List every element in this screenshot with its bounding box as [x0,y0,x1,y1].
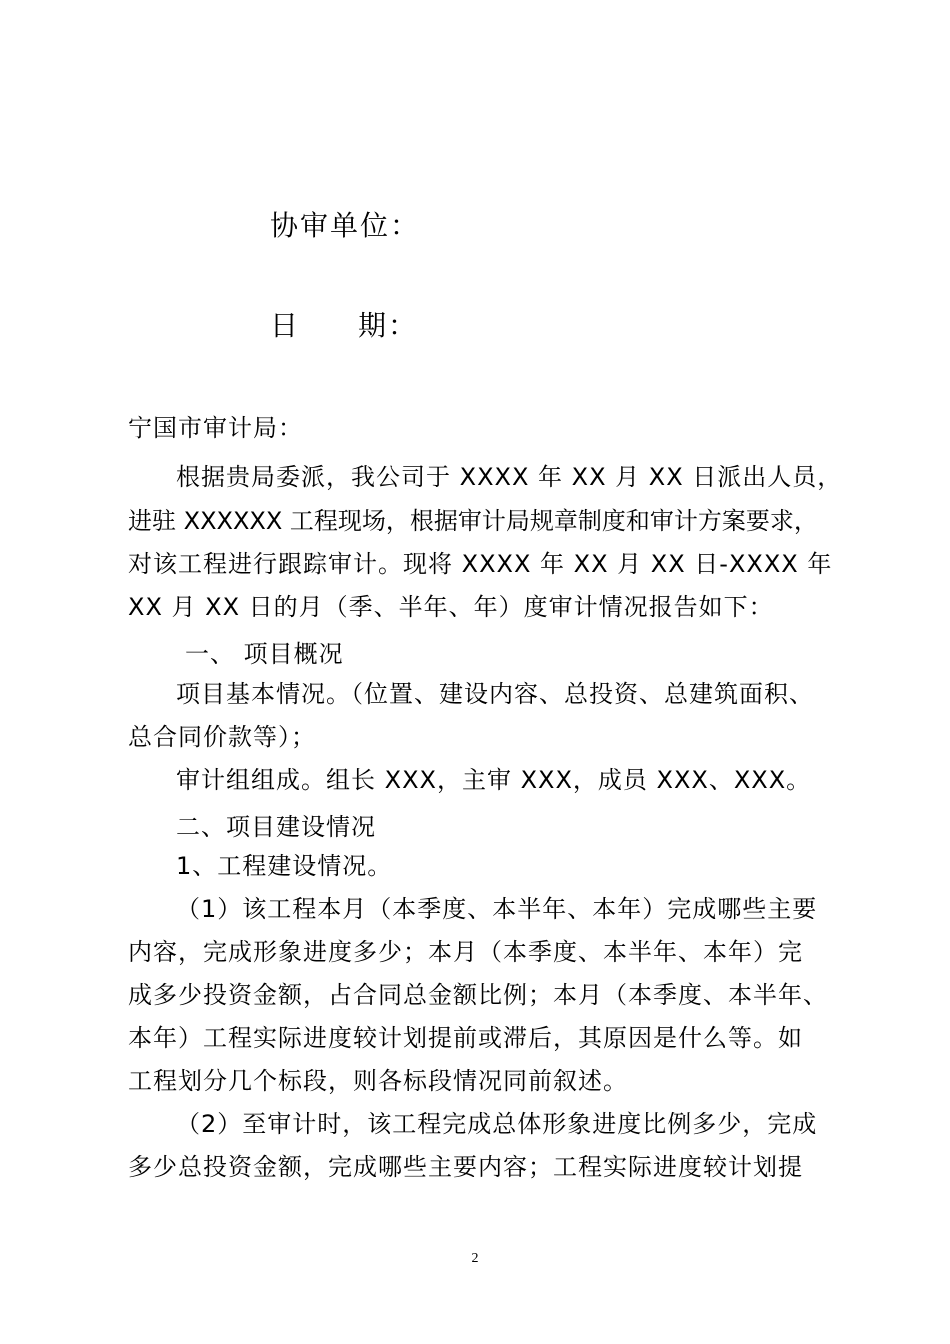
date-label-char1: 日 [270,309,301,342]
page-number: 2 [471,1251,479,1266]
addressee: 宁国市审计局： [128,414,303,442]
paragraph-1-line-4: 本年）工程实际进度较计划提前或滞后，其原因是什么等。如 [128,1024,803,1052]
paragraph-1-line-3: 成多少投资金额，占合同总金额比例；本月（本季度、本半年、 [128,981,828,1009]
date-label-char2: 期： [358,309,419,342]
paragraph-2-line-1: （2）至审计时，该工程完成总体形象进度比例多少，完成 [176,1110,818,1138]
intro-line-3: 对该工程进行跟踪审计。现将 XXXX 年 XX 月 XX 日-XXXX 年 [128,550,833,578]
paragraph-2-line-2: 多少总投资金额，完成哪些主要内容；工程实际进度较计划提 [128,1153,803,1181]
intro-line-1: 根据贵局委派，我公司于 XXXX 年 XX 月 XX 日派出人员， [176,463,843,491]
paragraph-1-line-1: （1）该工程本月（本季度、本半年、本年）完成哪些主要 [176,895,818,923]
audit-team-line: 审计组组成。组长 XXX，主审 XXX，成员 XXX、XXX。 [176,766,812,794]
basic-info-line-2: 总合同价款等）； [128,723,316,751]
section-1-title: 一、 项目概况 [185,640,344,668]
section-2-title: 二、项目建设情况 [176,813,376,841]
basic-info-line-1: 项目基本情况。（位置、建设内容、总投资、总建筑面积、 [176,680,814,708]
subsection-1-title: 1、工程建设情况。 [176,852,393,880]
intro-line-4: XX 月 XX 日的月（季、半年、年）度审计情况报告如下： [128,593,774,621]
paragraph-1-line-2: 内容，完成形象进度多少；本月（本季度、本半年、本年）完 [128,938,803,966]
co-audit-unit-label: 协审单位： [270,209,421,242]
paragraph-1-line-5: 工程划分几个标段，则各标段情况同前叙述。 [128,1067,628,1095]
intro-line-2: 进驻 XXXXXX 工程现场，根据审计局规章制度和审计方案要求， [128,507,818,535]
date-label [270,308,418,344]
